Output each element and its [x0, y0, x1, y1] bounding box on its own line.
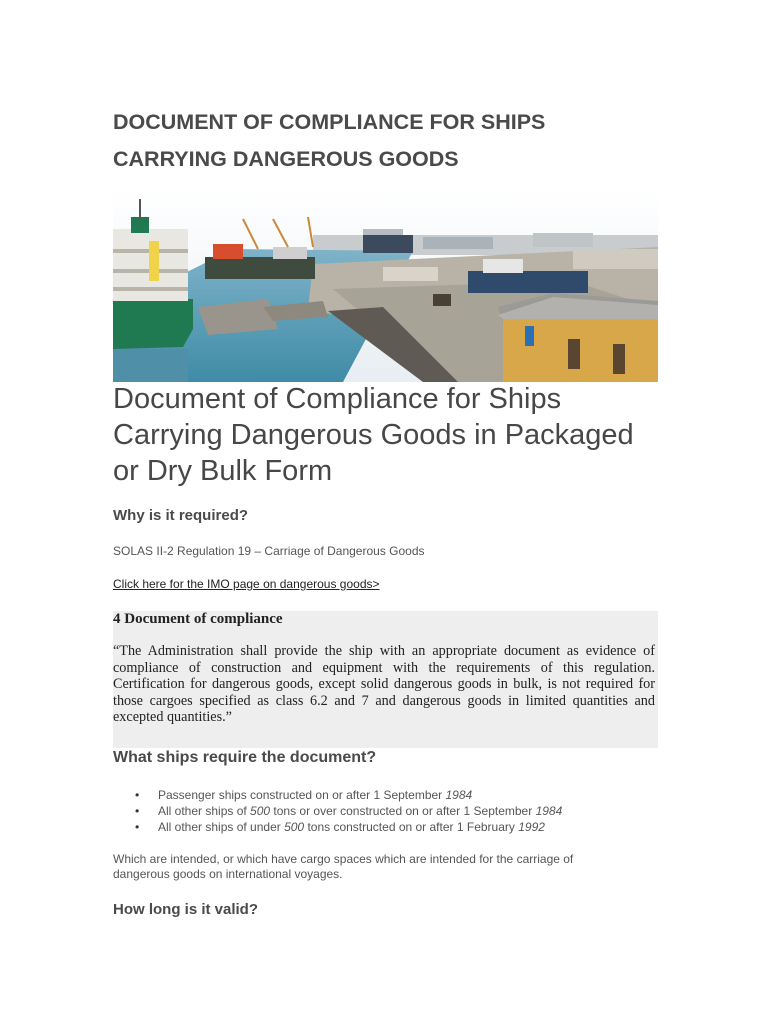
quote-text: “The Administration shall provide the ship with an appropriate document as evidence of compliance of construction and equipment with the requirements of this regulation. Certification for dangerous goods, except solid dangerous goods in bulk, is not required for those cargoes specified as class 6.2 and 7 and dangerous goods in limited quantities and excepted quantities.”: [113, 643, 655, 725]
what-ships-heading: What ships require the document?: [113, 749, 377, 766]
title-line-2: CARRYING DANGEROUS GOODS: [113, 147, 459, 171]
list-item: • All other ships of 500 tons or over constructed on or after 1 September 1984: [113, 803, 562, 819]
quote-heading: 4 Document of compliance: [113, 611, 283, 627]
ship-requirements-list: [113, 787, 562, 835]
validity-heading: How long is it valid?: [113, 901, 259, 918]
page-title: [113, 104, 545, 178]
port-photo: [113, 189, 658, 382]
intended-voyages-text: Which are intended, or which have cargo spaces which are intended for the carriage of dangerous goods on international voyages.: [113, 852, 574, 881]
title-line-1: DOCUMENT OF COMPLIANCE FOR SHIPS: [113, 110, 546, 134]
imo-dangerous-goods-link[interactable]: Click here for the IMO page on dangerous goods>: [113, 577, 380, 591]
list-item: • Passenger ships constructed on or after 1 September 1984: [113, 787, 562, 803]
main-heading: Document of Compliance for Ships Carrying Dangerous Goods in Packaged or Dry Bulk Form: [113, 383, 634, 487]
list-item: • All other ships of under 500 tons constructed on or after 1 February 1992: [113, 819, 562, 835]
why-required-heading: Why is it required?: [113, 507, 249, 524]
regulation-quote-box: [113, 611, 658, 748]
solas-reference: SOLAS II-2 Regulation 19 – Carriage of Dangerous Goods: [113, 544, 425, 558]
